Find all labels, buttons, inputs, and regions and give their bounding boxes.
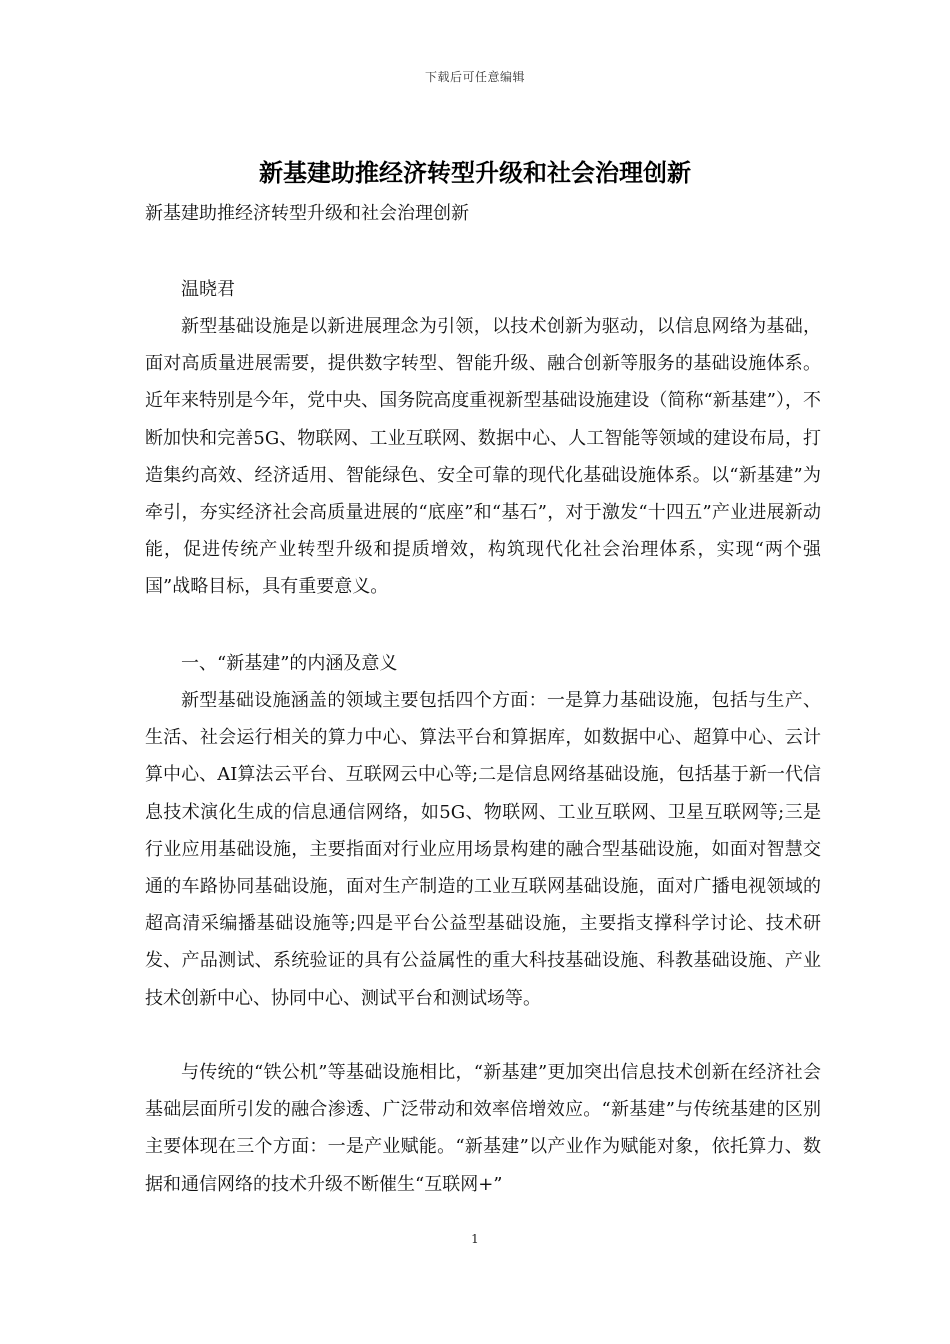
body-paragraph: 新型基础设施涵盖的领域主要包括四个方面：一是算力基础设施，包括与生产、生活、社会运行相关的算力中心、算法平台和算据库，如数据中心、超算中心、云计算中心、AI算法云平台、互联网云中心等;二是信息网络基础设施，包括基于新一代信息技术演化生成的信息通信网络，如5G、物联网、工业互联网、卫星互联网等;三是行业应用基础设施，主要指面对行业应用场景构建的融合型基础设施，如面对智慧交通的车路协同基础设施，面对生产制造的工业互联网基础设施，面对广播电视领域的超高清采编播基础设施等;四是平台公益型基础设施，主要指支撑科学讨论、技术研发、产品测试、系统验证的具有公益属性的重大科技基础设施、科教基础设施、产业技术创新中心、协同中心、测试平台和测试场等。 [145, 690, 821, 1009]
body-paragraph-block [145, 682, 821, 1017]
body-paragraph-block [145, 308, 821, 606]
page-number: 1 [471, 1232, 479, 1246]
header-note: 下载后可任意编辑 [424, 70, 525, 84]
body-paragraph: 新型基础设施是以新进展理念为引领，以技术创新为驱动，以信息网络为基础，面对高质量进展需要，提供数字转型、智能升级、融合创新等服务的基础设施体系。近年来特别是今年，党中央、国务院高度重视新型基础设施建设（简称“新基建”），不断加快和完善5G、物联网、工业互联网、数据中心、人工智能等领域的建设布局，打造集约高效、经济适用、智能绿色、安全可靠的现代化基础设施体系。以“新基建”为牵引，夯实经济社会高质量进展的“底座”和“基石”，对于激发“十四五”产业进展新动能，促进传统产业转型升级和提质增效，构筑现代化社会治理体系，实现“两个强国”战略目标，具有重要意义。 [145, 316, 821, 598]
document-subtitle: 新基建助推经济转型升级和社会治理创新 [145, 203, 469, 224]
author-name: 温晓君 [181, 279, 235, 300]
section-heading: 一、“新基建”的内涵及意义 [181, 653, 398, 674]
body-paragraph: 与传统的“铁公机”等基础设施相比，“新基建”更加突出信息技术创新在经济社会基础层面所引发的融合渗透、广泛带动和效率倍增效应。“新基建”与传统基建的区别主要体现在三个方面：一是产业赋能。“新基建”以产业作为赋能对象，依托算力、数据和通信网络的技术升级不断催生“互联网+” [145, 1062, 821, 1195]
document-title: 新基建助推经济转型升级和社会治理创新 [259, 158, 691, 187]
section-heading-block [145, 645, 821, 682]
body-paragraph-block [145, 1054, 821, 1203]
